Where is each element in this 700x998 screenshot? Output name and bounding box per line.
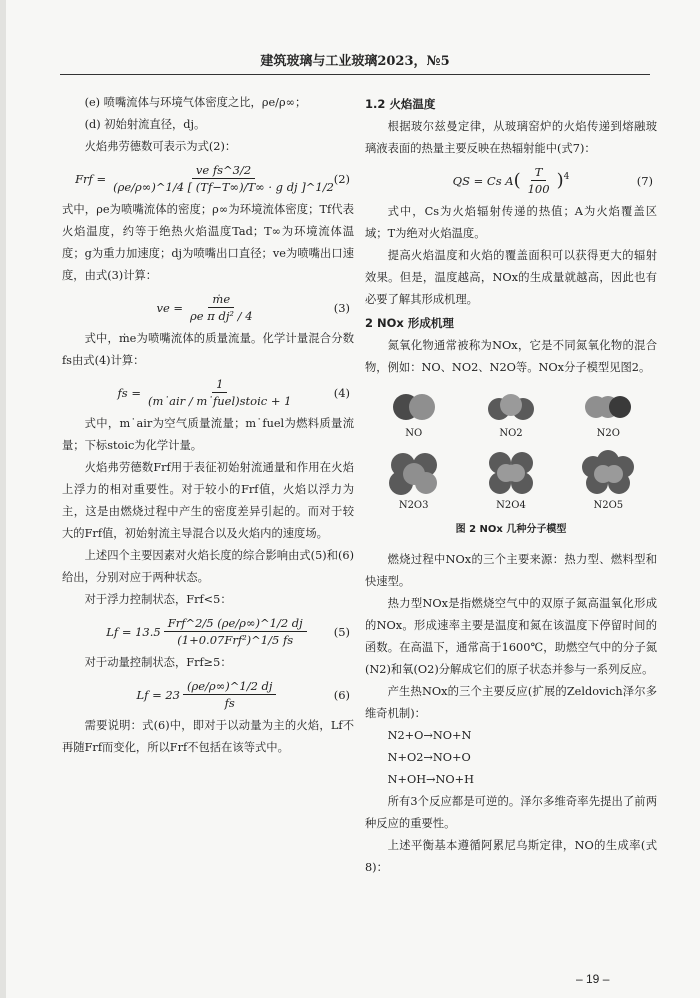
eq4-denominator: (m˙air / m˙fuel)stoic + 1	[147, 394, 292, 408]
equation-6	[62, 678, 354, 711]
equation-7	[365, 164, 657, 197]
eq4-number: (4)	[333, 385, 350, 400]
n2o5-molecule-icon	[573, 447, 643, 499]
eq7-fraction	[524, 164, 554, 197]
eq6-lhs: Lf = 23	[136, 687, 180, 702]
arrhenius-paragraph: 上述平衡基本遵循阿累尼乌斯定律，NO的生成率(式8)：	[365, 839, 657, 874]
eq7-definitions: 式中，Cs为火焰辐射传递的热值；A为火焰覆盖区域；T为绝对火焰温度。	[365, 205, 657, 240]
figure-2-molecules	[365, 387, 657, 513]
zeldovich-paragraph: 产生热NOx的三个主要反应(扩展的Zeldovich泽尔多维奇机制)：	[365, 685, 657, 720]
item-e: (e) 喷嘴流体与环境气体密度之比，ρe/ρ∞；	[84, 96, 307, 109]
eq6-fraction	[183, 678, 276, 711]
eq7-paren-open: (	[513, 169, 521, 191]
momentum-state: 对于动量控制状态，Frf≥5：	[84, 656, 232, 669]
molecule-n2o3	[365, 447, 462, 513]
note-paragraph: 需要说明：式(6)中，即对于以动量为主的火焰，Lf不再随Frf而变化，所以Frf不包括在该等式中。	[62, 719, 354, 754]
molecule-n2o4	[462, 447, 559, 513]
eq3-denominator: ρe π dj² / 4	[190, 309, 253, 323]
froude-paragraph: 火焰弗劳德数Frf用于表征初始射流通量和作用在火焰上浮力的相对重要性。对于较小的Frf值，火焰以浮力为主，这是由燃烧过程中产生的密度差异引起的。而对于较大的Frf值，初始射流主导混合以及火焰内的速度场。	[62, 461, 354, 540]
no-molecule-icon	[384, 387, 444, 427]
molecule-no	[365, 387, 462, 441]
eq4-lhs: fs =	[117, 385, 141, 400]
thermal-nox-paragraph: 热力型NOx是指燃烧空气中的双原子氮高温氧化形成的NOx。形成速率主要是温度和氮在该温度下停留时间的函数。在高温下，通常高于1600℃，助燃空气中的分子氮(N2)和氧(O2)分解成它们的原子状态并参与一系列反应。	[365, 597, 657, 676]
eq3-lhs: ve =	[156, 300, 184, 315]
equation-2	[62, 162, 354, 195]
eq7-number: (7)	[636, 173, 653, 188]
boltzmann-paragraph: 根据玻尔兹曼定律，从玻璃窑炉的火焰传递到熔融玻璃液表面的热量主要反映在热辐射能中(式7)：	[365, 120, 657, 155]
eq3-number: (3)	[333, 300, 350, 315]
right-column	[365, 92, 657, 879]
eq3-definitions: 式中，ṁe为喷嘴流体的质量流量。化学计量混合分数fs由式(4)计算：	[62, 332, 354, 367]
eq5-lhs: Lf = 13.5	[106, 624, 161, 639]
eq2-intro: 火焰弗劳德数可表示为式(2)：	[84, 140, 237, 153]
equation-4	[62, 376, 354, 409]
molecule-label: N2O	[596, 428, 620, 439]
sources-paragraph: 燃烧过程中NOx的三个主要来源：热力型、燃料型和快速型。	[365, 553, 657, 588]
reaction-1: N2+O→NO+N	[387, 729, 472, 742]
reversible-paragraph: 所有3个反应都是可逆的。泽尔多维奇率先提出了前两种反应的重要性。	[365, 795, 657, 830]
equation-3	[62, 291, 354, 324]
eq4-fraction	[144, 376, 295, 409]
reaction-2: N+O2→NO+O	[387, 751, 471, 764]
eq3-numerator: ṁe	[208, 291, 234, 308]
eq2-denominator: (ρe/ρ∞)^1/4 [ (Tf−T∞)/T∞ · g dj ]^1/2	[113, 180, 334, 194]
item-d: (d) 初始射流直径，dj。	[84, 118, 206, 131]
eq7-numerator: T	[531, 164, 547, 181]
molecule-label: NO	[405, 428, 423, 439]
nox-definition-paragraph: 氮氧化物通常被称为NOx，它是不同氮氧化物的混合物，例如：NO、NO2、N2O等。NOx分子模型见图2。	[365, 339, 657, 374]
eq2-number: (2)	[333, 171, 350, 186]
molecule-n2o	[560, 387, 657, 441]
buoyancy-state: 对于浮力控制状态，Frf<5：	[84, 593, 232, 606]
eq6-denominator: fs	[224, 696, 235, 710]
four-factors-paragraph: 上述四个主要因素对火焰长度的综合影响由式(5)和(6)给出，分别对应于两种状态。	[62, 549, 354, 584]
eq7-exponent: 4	[563, 172, 570, 182]
molecule-label: N2O5	[593, 500, 624, 511]
molecule-label: N2O3	[398, 500, 429, 511]
section-heading-1-2: 1.2 火焰温度	[365, 97, 436, 111]
equation-5	[62, 615, 354, 648]
n2o3-molecule-icon	[379, 447, 449, 499]
n2o-molecule-icon	[578, 387, 638, 427]
eq2-lhs: Frf =	[75, 171, 107, 186]
eq7-lhs: QS = Cs A	[452, 173, 514, 188]
left-column	[62, 92, 354, 759]
molecule-no2	[462, 387, 559, 441]
section-heading-2: 2 NOx 形成机理	[365, 316, 454, 330]
eq5-fraction	[164, 615, 307, 648]
scan-edge	[0, 0, 6, 998]
eq5-number: (5)	[333, 624, 350, 639]
eq4-definitions: 式中，m˙air为空气质量流量；m˙fuel为燃料质量流量；下标stoic为化学计量。	[62, 417, 354, 452]
eq7-denominator: 100	[527, 182, 550, 196]
molecule-n2o5	[560, 447, 657, 513]
molecule-label: N2O4	[496, 500, 526, 511]
raise-temperature-paragraph: 提高火焰温度和火焰的覆盖面积可以获得更大的辐射效果。但是，温度越高，NOx的生成量就越高，因此也有必要了解其形成机理。	[365, 249, 657, 306]
eq5-denominator: (1+0.07Frf²)^1/5 fs	[177, 633, 294, 647]
eq2-fraction	[109, 162, 338, 195]
eq6-number: (6)	[333, 687, 350, 702]
eq3-fraction	[186, 291, 256, 324]
page-number: – 19 –	[576, 972, 610, 986]
reaction-3: N+OH→NO+H	[387, 773, 474, 786]
molecule-label: NO2	[499, 428, 523, 439]
journal-header: 建筑玻璃与工业玻璃2023，№5	[260, 54, 450, 69]
eq5-numerator: Frf^2/5 (ρe/ρ∞)^1/2 dj	[164, 615, 307, 632]
figure-2-caption: 图 2 NOx 几种分子模型	[455, 524, 567, 535]
header-rule	[60, 74, 650, 75]
n2o4-molecule-icon	[476, 447, 546, 499]
eq2-definitions: 式中，ρe为喷嘴流体的密度；ρ∞为环境流体密度；Tf代表火焰温度，约等于绝热火焰温度Tad；T∞为环境流体温度；g为重力加速度；dj为喷嘴出口直径；ve为喷嘴出口速度，由式(3)计算：	[62, 203, 354, 282]
eq4-numerator: 1	[212, 376, 227, 393]
eq7-paren-close: )	[556, 169, 564, 191]
no2-molecule-icon	[481, 387, 541, 427]
eq2-numerator: ve fs^3/2	[192, 162, 255, 179]
eq6-numerator: (ρe/ρ∞)^1/2 dj	[183, 678, 276, 695]
